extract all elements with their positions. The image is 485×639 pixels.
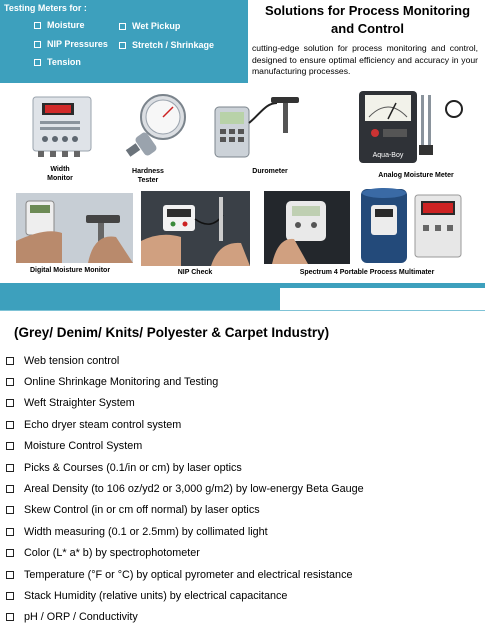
checkbox-icon [6,506,14,514]
intro-text: cutting-edge solution for process monitoring and control, designed to ensure optimal efficiency and accuracy in your manufacturing processes. [252,43,478,76]
option-moisture: Moisture [34,20,85,30]
checkbox-icon [6,613,14,621]
option-nip-pressures: NIP Pressures [34,39,108,49]
checkbox-icon [6,528,14,536]
hardness-tester-image [117,91,191,163]
list-item: Stack Humidity (relative units) by electrical capacitance [6,585,481,606]
checkbox-icon [6,549,14,557]
checkbox-icon [6,464,14,472]
checkbox-icon [6,357,14,365]
checkbox-icon [6,592,14,600]
spectrum4-monitor-image [359,185,471,265]
option-stretch-shrinkage: Stretch / Shrinkage [119,40,214,50]
option-tension: Tension [34,57,81,67]
list-item: Skew Control (in or cm off normal) by laser optics [6,500,481,521]
list-item: Areal Density (to 106 oz/yd2 or 3,000 g/m2) by low-energy Beta Gauge [6,478,481,499]
list-item: Color (L* a* b) by spectrophotometer [6,543,481,564]
capabilities-list [6,350,481,628]
checkbox-icon [34,41,41,48]
list-item: Temperature (°F or °C) by optical pyrometer and electrical resistance [6,564,481,585]
list-item: pH / ORP / Conductivity [6,607,481,628]
nip-check-image [141,191,250,266]
durometer-caption: Durometer [252,168,288,175]
checkbox-icon [6,442,14,450]
testing-meters-title: Testing Meters for : [4,3,87,13]
hardness-tester-caption: Hardness Tester [132,168,164,184]
checkbox-icon [34,59,41,66]
checkbox-icon [6,485,14,493]
list-item: Web tension control [6,350,481,371]
checkbox-icon [6,571,14,579]
checkbox-icon [6,421,14,429]
digital-moisture-monitor-image [16,193,133,263]
intro-title: Solutions for Process Monitoring and Control [264,3,471,36]
checkbox-icon [119,42,126,49]
nip-check-caption: NIP Check [177,269,213,276]
spectrum4-handheld-image [264,191,350,264]
list-item: Online Shrinkage Monitoring and Testing [6,371,481,392]
spectrum4-caption: Spectrum 4 Portable Process Multimater [299,269,435,276]
list-item: Width measuring (0.1 or 2.5mm) by collimated light [6,521,481,542]
checkbox-icon [119,23,126,30]
analog-moisture-meter-image [357,89,471,165]
checkbox-icon [34,22,41,29]
testing-meters-panel [0,0,248,83]
durometer-image [211,93,303,161]
list-item: Weft Straighter System [6,393,481,414]
digital-moisture-monitor-caption: Digital Moisture Monitor [29,267,111,274]
checkbox-icon [6,378,14,386]
checkbox-icon [6,399,14,407]
industry-section-title: (Grey/ Denim/ Knits/ Polyester & Carpet Industry) [14,325,330,340]
list-item: Picks & Courses (0.1/in or cm) by laser optics [6,457,481,478]
width-monitor-image [28,91,98,161]
aqua-boy-label: Aqua-Boy [372,152,404,159]
option-wet-pickup: Wet Pickup [119,21,180,31]
section-divider-line [0,310,485,311]
width-monitor-caption: Width Monitor [47,166,73,182]
list-item: Echo dryer steam control system [6,414,481,435]
analog-moisture-meter-caption: Analog Moisture Meter [378,172,454,179]
list-item: Moisture Control System [6,436,481,457]
section-divider-notch [280,288,485,310]
